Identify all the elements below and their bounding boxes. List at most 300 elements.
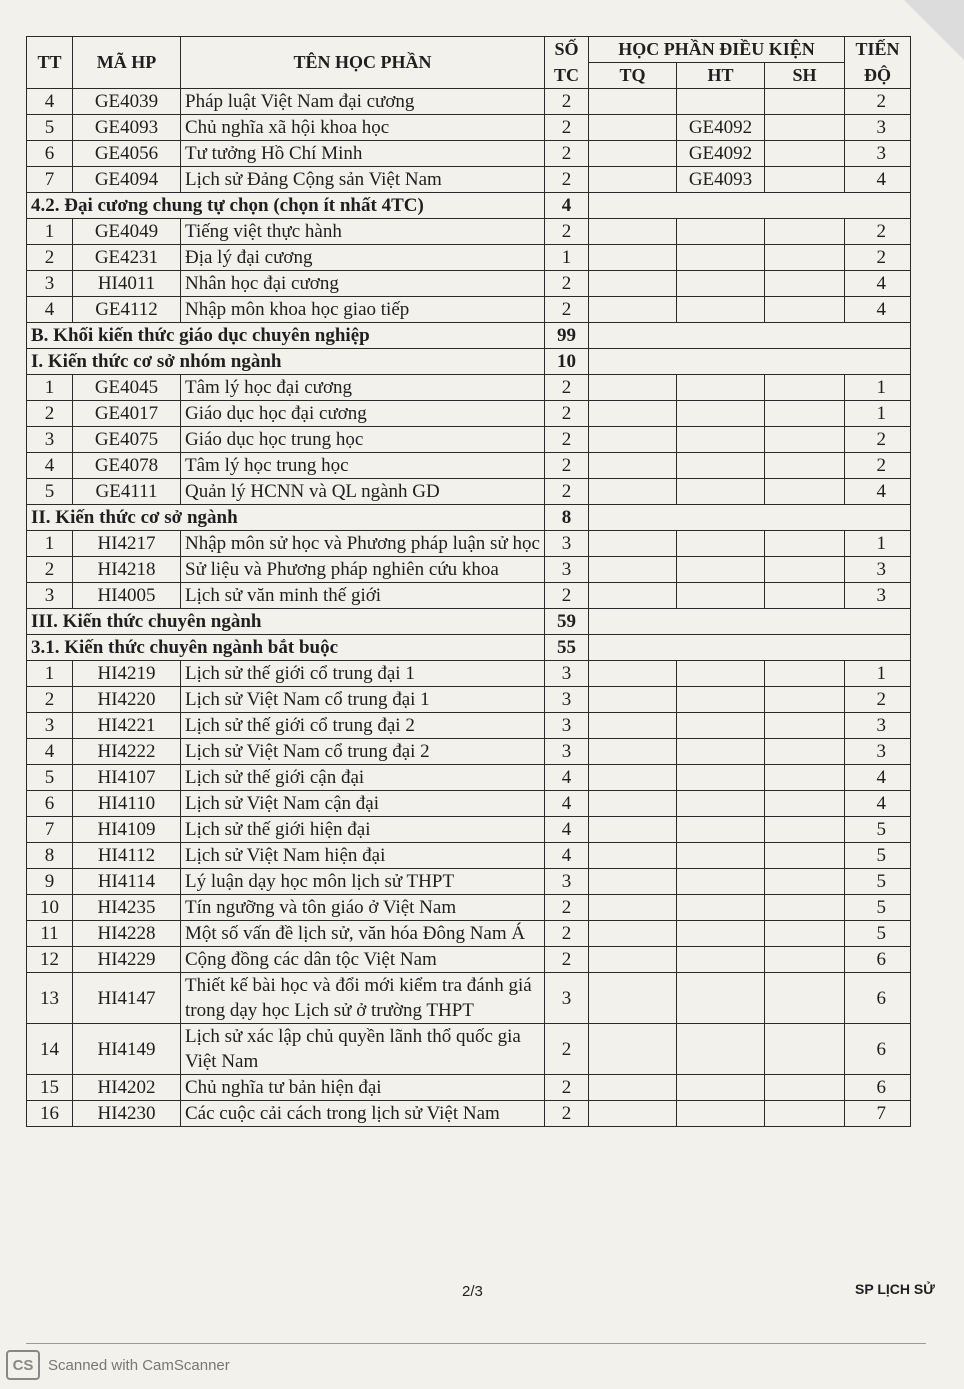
course-name: Chủ nghĩa tư bản hiện đại <box>181 1075 545 1101</box>
course-credits: 3 <box>545 557 589 583</box>
header-progress-top: TIẾN <box>845 37 911 63</box>
section-row <box>27 323 911 349</box>
course-progress: 2 <box>845 89 911 115</box>
prereq-ht <box>677 453 765 479</box>
prereq-tq <box>589 1101 677 1127</box>
prereq-ht <box>677 869 765 895</box>
table-row <box>27 427 911 453</box>
course-progress: 4 <box>845 479 911 505</box>
prereq-ht <box>677 1024 765 1075</box>
course-credits: 2 <box>545 947 589 973</box>
prereq-tq <box>589 895 677 921</box>
footer-label: SP LỊCH SỬ <box>855 1281 935 1297</box>
prereq-sh <box>765 843 845 869</box>
course-code: GE4017 <box>73 401 181 427</box>
prereq-tq <box>589 869 677 895</box>
table-row <box>27 219 911 245</box>
course-credits: 3 <box>545 531 589 557</box>
section-label: II. Kiến thức cơ sở ngành <box>27 505 545 531</box>
course-credits: 4 <box>545 765 589 791</box>
section-credits: 8 <box>545 505 589 531</box>
course-name: Sử liệu và Phương pháp nghiên cứu khoa <box>181 557 545 583</box>
section-row <box>27 193 911 219</box>
course-credits: 2 <box>545 479 589 505</box>
prereq-sh <box>765 167 845 193</box>
section-blank <box>589 349 911 375</box>
row-index: 2 <box>27 557 73 583</box>
course-name: Quản lý HCNN và QL ngành GD <box>181 479 545 505</box>
prereq-tq <box>589 167 677 193</box>
prereq-sh <box>765 817 845 843</box>
prereq-ht <box>677 817 765 843</box>
footer-rule <box>26 1343 926 1344</box>
row-index: 4 <box>27 453 73 479</box>
table-row <box>27 245 911 271</box>
course-code: GE4075 <box>73 427 181 453</box>
prereq-ht <box>677 375 765 401</box>
section-credits: 4 <box>545 193 589 219</box>
course-progress: 6 <box>845 1075 911 1101</box>
course-name: Tín ngưỡng và tôn giáo ở Việt Nam <box>181 895 545 921</box>
prereq-tq <box>589 245 677 271</box>
course-code: HI4219 <box>73 661 181 687</box>
course-credits: 2 <box>545 115 589 141</box>
table-row <box>27 661 911 687</box>
row-index: 13 <box>27 973 73 1024</box>
prereq-ht <box>677 557 765 583</box>
course-credits: 3 <box>545 973 589 1024</box>
course-credits: 4 <box>545 843 589 869</box>
course-credits: 2 <box>545 427 589 453</box>
prereq-sh <box>765 687 845 713</box>
prereq-tq <box>589 89 677 115</box>
prereq-sh <box>765 1101 845 1127</box>
course-code: HI4217 <box>73 531 181 557</box>
section-row <box>27 635 911 661</box>
course-code: GE4045 <box>73 375 181 401</box>
prereq-sh <box>765 1024 845 1075</box>
course-credits: 3 <box>545 713 589 739</box>
course-name: Cộng đồng các dân tộc Việt Nam <box>181 947 545 973</box>
course-name: Giáo dục học đại cương <box>181 401 545 427</box>
course-progress: 5 <box>845 921 911 947</box>
prereq-ht <box>677 583 765 609</box>
course-code: HI4112 <box>73 843 181 869</box>
prereq-sh <box>765 973 845 1024</box>
course-code: HI4202 <box>73 1075 181 1101</box>
prereq-tq <box>589 843 677 869</box>
camscanner-logo-icon: CS <box>6 1350 40 1380</box>
prereq-ht <box>677 739 765 765</box>
course-credits: 2 <box>545 167 589 193</box>
prereq-sh <box>765 947 845 973</box>
course-credits: 3 <box>545 687 589 713</box>
table-row <box>27 843 911 869</box>
header-credits-top: SỐ <box>545 37 589 63</box>
course-credits: 2 <box>545 453 589 479</box>
course-code: GE4039 <box>73 89 181 115</box>
prereq-sh <box>765 453 845 479</box>
course-code: GE4094 <box>73 167 181 193</box>
course-progress: 3 <box>845 739 911 765</box>
course-credits: 2 <box>545 1024 589 1075</box>
course-progress: 7 <box>845 1101 911 1127</box>
course-code: HI4235 <box>73 895 181 921</box>
table-row <box>27 401 911 427</box>
course-name: Các cuộc cải cách trong lịch sử Việt Nam <box>181 1101 545 1127</box>
prereq-ht <box>677 765 765 791</box>
table-row <box>27 531 911 557</box>
course-progress: 6 <box>845 973 911 1024</box>
row-index: 12 <box>27 947 73 973</box>
prereq-sh <box>765 765 845 791</box>
course-name: Chủ nghĩa xã hội khoa học <box>181 115 545 141</box>
course-name: Một số vấn đề lịch sử, văn hóa Đông Nam Á <box>181 921 545 947</box>
section-row <box>27 609 911 635</box>
section-label: I. Kiến thức cơ sở nhóm ngành <box>27 349 545 375</box>
course-code: HI4149 <box>73 1024 181 1075</box>
row-index: 1 <box>27 531 73 557</box>
course-credits: 2 <box>545 401 589 427</box>
course-code: HI4228 <box>73 921 181 947</box>
course-name: Tư tưởng Hồ Chí Minh <box>181 141 545 167</box>
prereq-ht <box>677 531 765 557</box>
row-index: 5 <box>27 765 73 791</box>
prereq-sh <box>765 531 845 557</box>
prereq-ht <box>677 1075 765 1101</box>
scanner-watermark <box>6 1350 230 1380</box>
course-progress: 1 <box>845 375 911 401</box>
prereq-tq <box>589 739 677 765</box>
course-credits: 2 <box>545 921 589 947</box>
course-code: HI4222 <box>73 739 181 765</box>
course-name: Lịch sử xác lập chủ quyền lãnh thổ quốc gia Việt Nam <box>181 1024 545 1075</box>
row-index: 10 <box>27 895 73 921</box>
course-code: HI4107 <box>73 765 181 791</box>
prereq-ht <box>677 427 765 453</box>
row-index: 6 <box>27 141 73 167</box>
prereq-sh <box>765 245 845 271</box>
prereq-sh <box>765 557 845 583</box>
row-index: 11 <box>27 921 73 947</box>
course-progress: 5 <box>845 895 911 921</box>
prereq-tq <box>589 401 677 427</box>
row-index: 7 <box>27 167 73 193</box>
row-index: 5 <box>27 115 73 141</box>
course-name: Nhân học đại cương <box>181 271 545 297</box>
course-progress: 3 <box>845 583 911 609</box>
course-name: Lịch sử Việt Nam cổ trung đại 2 <box>181 739 545 765</box>
course-credits: 2 <box>545 895 589 921</box>
prereq-tq <box>589 375 677 401</box>
table-row <box>27 973 911 1024</box>
course-credits: 2 <box>545 89 589 115</box>
course-credits: 1 <box>545 245 589 271</box>
course-name: Nhập môn sử học và Phương pháp luận sử học <box>181 531 545 557</box>
row-index: 5 <box>27 479 73 505</box>
course-name: Lịch sử văn minh thế giới <box>181 583 545 609</box>
section-label: 4.2. Đại cương chung tự chọn (chọn ít nhất 4TC) <box>27 193 545 219</box>
curriculum-table <box>26 36 911 1127</box>
prereq-ht <box>677 713 765 739</box>
course-progress: 2 <box>845 453 911 479</box>
prereq-sh <box>765 479 845 505</box>
prereq-tq <box>589 687 677 713</box>
table-row <box>27 557 911 583</box>
prereq-ht <box>677 947 765 973</box>
course-code: HI4221 <box>73 713 181 739</box>
prereq-ht <box>677 973 765 1024</box>
prereq-ht <box>677 297 765 323</box>
scanner-text: Scanned with CamScanner <box>48 1356 230 1374</box>
course-progress: 4 <box>845 271 911 297</box>
course-progress: 4 <box>845 791 911 817</box>
row-index: 9 <box>27 869 73 895</box>
course-name: Lịch sử Việt Nam cổ trung đại 1 <box>181 687 545 713</box>
prereq-ht <box>677 479 765 505</box>
prereq-sh <box>765 895 845 921</box>
table-row <box>27 453 911 479</box>
prereq-ht <box>677 1101 765 1127</box>
prereq-sh <box>765 661 845 687</box>
course-name: Lịch sử thế giới hiện đại <box>181 817 545 843</box>
course-name: Lịch sử thế giới cổ trung đại 2 <box>181 713 545 739</box>
prereq-sh <box>765 375 845 401</box>
prereq-ht <box>677 401 765 427</box>
page-number: 2/3 <box>462 1283 483 1300</box>
prereq-ht <box>677 687 765 713</box>
prereq-tq <box>589 453 677 479</box>
table-row <box>27 765 911 791</box>
row-index: 1 <box>27 661 73 687</box>
row-index: 4 <box>27 297 73 323</box>
table-row <box>27 479 911 505</box>
course-name: Lịch sử Việt Nam hiện đại <box>181 843 545 869</box>
section-credits: 99 <box>545 323 589 349</box>
row-index: 15 <box>27 1075 73 1101</box>
course-code: HI4114 <box>73 869 181 895</box>
row-index: 8 <box>27 843 73 869</box>
course-code: GE4056 <box>73 141 181 167</box>
row-index: 3 <box>27 427 73 453</box>
course-credits: 2 <box>545 219 589 245</box>
section-credits: 55 <box>545 635 589 661</box>
course-credits: 2 <box>545 1075 589 1101</box>
prereq-tq <box>589 115 677 141</box>
course-progress: 2 <box>845 219 911 245</box>
prereq-sh <box>765 791 845 817</box>
course-code: HI4218 <box>73 557 181 583</box>
table-row <box>27 115 911 141</box>
course-progress: 2 <box>845 687 911 713</box>
row-index: 3 <box>27 583 73 609</box>
row-index: 3 <box>27 713 73 739</box>
row-index: 1 <box>27 375 73 401</box>
prereq-ht <box>677 921 765 947</box>
course-name: Lịch sử Việt Nam cận đại <box>181 791 545 817</box>
section-label: 3.1. Kiến thức chuyên ngành bắt buộc <box>27 635 545 661</box>
course-progress: 2 <box>845 427 911 453</box>
row-index: 7 <box>27 817 73 843</box>
row-index: 1 <box>27 219 73 245</box>
section-blank <box>589 609 911 635</box>
course-name: Lịch sử thế giới cổ trung đại 1 <box>181 661 545 687</box>
row-index: 14 <box>27 1024 73 1075</box>
course-code: GE4112 <box>73 297 181 323</box>
prereq-sh <box>765 401 845 427</box>
course-credits: 2 <box>545 375 589 401</box>
course-code: GE4049 <box>73 219 181 245</box>
course-name: Pháp luật Việt Nam đại cương <box>181 89 545 115</box>
prereq-tq <box>589 1075 677 1101</box>
prereq-tq <box>589 219 677 245</box>
prereq-sh <box>765 921 845 947</box>
prereq-sh <box>765 141 845 167</box>
header-tt: TT <box>27 37 73 89</box>
header-course-name: TÊN HỌC PHẦN <box>181 37 545 89</box>
course-name: Nhập môn khoa học giao tiếp <box>181 297 545 323</box>
course-progress: 4 <box>845 765 911 791</box>
row-index: 16 <box>27 1101 73 1127</box>
course-name: Giáo dục học trung học <box>181 427 545 453</box>
section-label: III. Kiến thức chuyên ngành <box>27 609 545 635</box>
prereq-sh <box>765 713 845 739</box>
prereq-sh <box>765 297 845 323</box>
course-credits: 3 <box>545 739 589 765</box>
prereq-ht: GE4092 <box>677 141 765 167</box>
section-blank <box>589 323 911 349</box>
table-row <box>27 687 911 713</box>
prereq-tq <box>589 557 677 583</box>
table-row <box>27 167 911 193</box>
prereq-sh <box>765 739 845 765</box>
header-ht: HT <box>677 63 765 89</box>
prereq-tq <box>589 817 677 843</box>
course-name: Lịch sử Đảng Cộng sản Việt Nam <box>181 167 545 193</box>
prereq-tq <box>589 271 677 297</box>
prereq-tq <box>589 1024 677 1075</box>
course-credits: 4 <box>545 791 589 817</box>
prereq-tq <box>589 661 677 687</box>
table-row <box>27 739 911 765</box>
course-name: Lý luận dạy học môn lịch sử THPT <box>181 869 545 895</box>
section-label: B. Khối kiến thức giáo dục chuyên nghiệp <box>27 323 545 349</box>
prereq-ht <box>677 271 765 297</box>
course-progress: 5 <box>845 869 911 895</box>
prereq-tq <box>589 479 677 505</box>
prereq-ht <box>677 661 765 687</box>
header-prerequisites: HỌC PHẦN ĐIỀU KIỆN <box>589 37 845 63</box>
prereq-tq <box>589 765 677 791</box>
prereq-sh <box>765 271 845 297</box>
prereq-tq <box>589 947 677 973</box>
course-code: HI4110 <box>73 791 181 817</box>
section-blank <box>589 193 911 219</box>
course-progress: 5 <box>845 843 911 869</box>
course-code: HI4230 <box>73 1101 181 1127</box>
table-row <box>27 1075 911 1101</box>
section-credits: 10 <box>545 349 589 375</box>
section-row <box>27 349 911 375</box>
prereq-ht <box>677 245 765 271</box>
table-row <box>27 89 911 115</box>
prereq-tq <box>589 713 677 739</box>
table-row <box>27 869 911 895</box>
row-index: 2 <box>27 401 73 427</box>
course-credits: 2 <box>545 583 589 609</box>
course-progress: 6 <box>845 947 911 973</box>
header-sh: SH <box>765 63 845 89</box>
table-row <box>27 297 911 323</box>
table-row <box>27 791 911 817</box>
row-index: 2 <box>27 687 73 713</box>
course-name: Thiết kế bài học và đổi mới kiểm tra đánh giá trong dạy học Lịch sử ở trường THPT <box>181 973 545 1024</box>
course-progress: 3 <box>845 115 911 141</box>
prereq-ht: GE4092 <box>677 115 765 141</box>
section-blank <box>589 505 911 531</box>
course-credits: 2 <box>545 1101 589 1127</box>
table-row <box>27 713 911 739</box>
course-progress: 1 <box>845 661 911 687</box>
prereq-tq <box>589 973 677 1024</box>
table-row <box>27 921 911 947</box>
prereq-sh <box>765 427 845 453</box>
course-progress: 6 <box>845 1024 911 1075</box>
prereq-tq <box>589 297 677 323</box>
course-progress: 4 <box>845 297 911 323</box>
course-credits: 2 <box>545 141 589 167</box>
course-name: Tâm lý học đại cương <box>181 375 545 401</box>
prereq-ht <box>677 219 765 245</box>
course-name: Tiếng việt thực hành <box>181 219 545 245</box>
page-fold-corner <box>904 0 964 60</box>
course-credits: 4 <box>545 817 589 843</box>
prereq-ht <box>677 89 765 115</box>
prereq-tq <box>589 583 677 609</box>
course-credits: 3 <box>545 661 589 687</box>
course-code: HI4220 <box>73 687 181 713</box>
course-progress: 5 <box>845 817 911 843</box>
table-row <box>27 375 911 401</box>
course-code: GE4078 <box>73 453 181 479</box>
course-credits: 2 <box>545 297 589 323</box>
prereq-ht: GE4093 <box>677 167 765 193</box>
prereq-ht <box>677 791 765 817</box>
course-progress: 1 <box>845 531 911 557</box>
row-index: 3 <box>27 271 73 297</box>
row-index: 4 <box>27 89 73 115</box>
course-code: HI4147 <box>73 973 181 1024</box>
course-progress: 4 <box>845 167 911 193</box>
table-row <box>27 1024 911 1075</box>
header-course-code: MÃ HP <box>73 37 181 89</box>
prereq-sh <box>765 89 845 115</box>
course-code: GE4111 <box>73 479 181 505</box>
row-index: 6 <box>27 791 73 817</box>
prereq-sh <box>765 583 845 609</box>
course-code: HI4229 <box>73 947 181 973</box>
table-row <box>27 271 911 297</box>
prereq-tq <box>589 921 677 947</box>
course-name: Tâm lý học trung học <box>181 453 545 479</box>
prereq-ht <box>677 895 765 921</box>
prereq-sh <box>765 115 845 141</box>
course-name: Địa lý đại cương <box>181 245 545 271</box>
row-index: 4 <box>27 739 73 765</box>
table-row <box>27 141 911 167</box>
header-tq: TQ <box>589 63 677 89</box>
section-credits: 59 <box>545 609 589 635</box>
